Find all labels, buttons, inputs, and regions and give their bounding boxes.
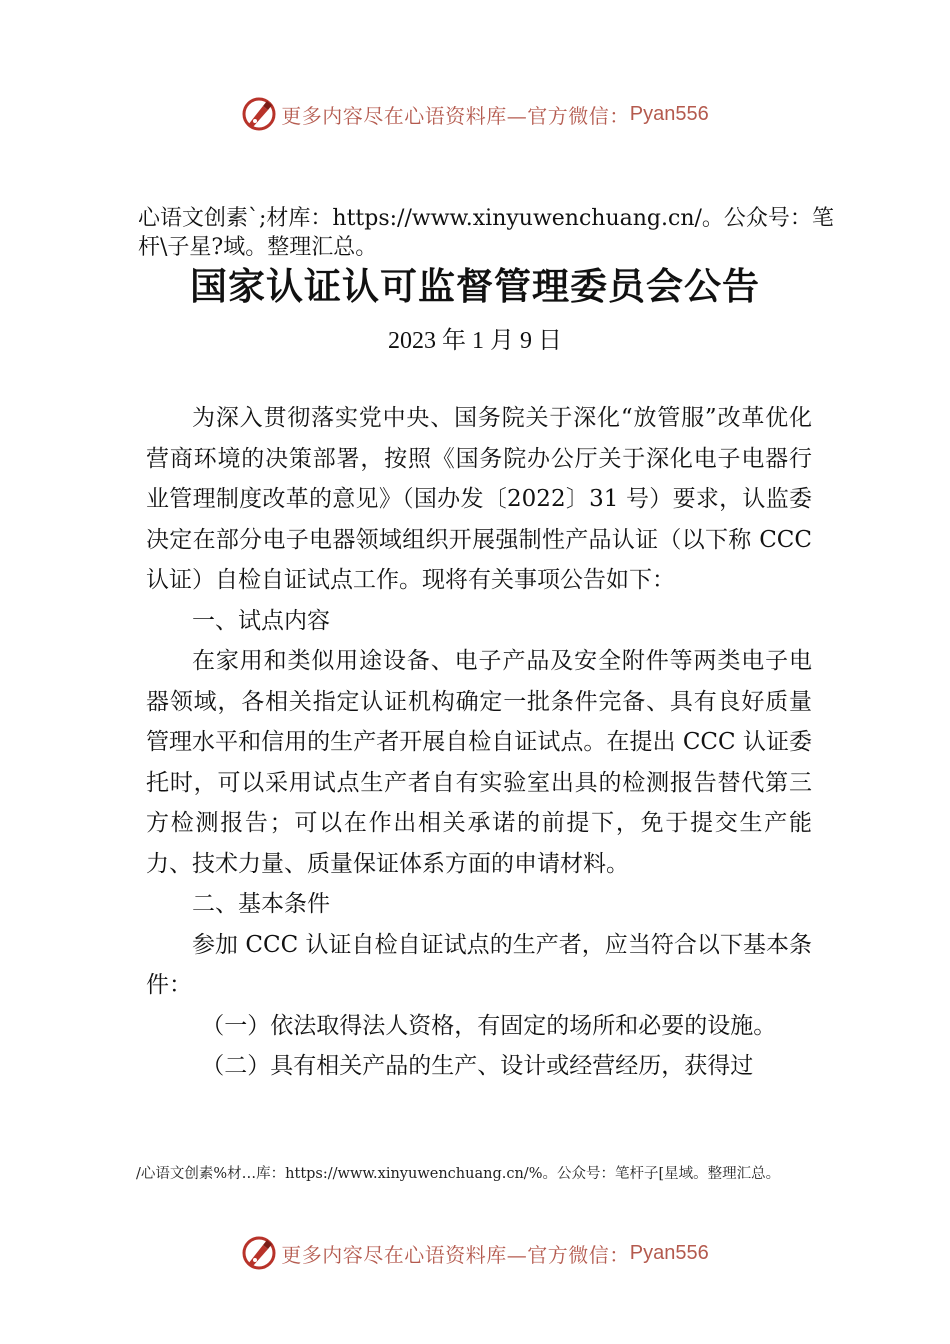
pen-nib-logo-icon [241, 1235, 277, 1271]
condition-item-2: （二）具有相关产品的生产、设计或经营经历，获得过 [201, 1053, 754, 1079]
document-body [146, 398, 812, 1087]
pilot-content-paragraph: 在家用和类似用途设备、电子产品及安全附件等两类电子电器领域，各相关指定认证机构确定一批条件完备、具有良好质量管理水平和信用的生产者开展自检自证试点。在提出 CCC 认证委托时，可以采用试点生产者自有实验室出具的检测报告替代第三方检测报告；可以在作出相关承诺的前提下，免于提交生产能力、技术力量、质量保证体系方面的申请材料。 [146, 648, 812, 877]
section-heading-basic-conditions: 二、基本条件 [192, 891, 330, 917]
header-banner [0, 94, 950, 134]
condition-item-1: （一）依法取得法人资格，有固定的场所和必要的设施。 [201, 1012, 777, 1039]
document-title: 国家认证认可监督管理委员会公告 [190, 264, 760, 308]
header-source-note: 心语文创素`;材库：https://www.xinyuwenchuang.cn/。公众号：笔杆\子星?域。整理汇总。 [138, 206, 834, 260]
document-date: 2023 年 1 月 9 日 [388, 328, 562, 354]
intro-paragraph: 为深入贯彻落实党中央、国务院关于深化“放管服”改革优化营商环境的决策部署，按照《国务院办公厅关于深化电子电器行业管理制度改革的意见》（国办发〔2022〕31 号）要求，认监委决定在部分电子电器领域组织开展强制性产品认证（以下称 CCC 认证）自检自证试点工作。现将有关事项公告如下： [146, 405, 812, 593]
banner-wechat-id: Pyan556 [629, 102, 709, 125]
pen-nib-logo-icon [241, 96, 277, 132]
banner-wechat-id: Pyan556 [629, 1241, 709, 1264]
footer-source-note: /心语文创素%材…库：https://www.xinyuwenchuang.cn/%。公众号：笔杆子[星域。整理汇总。 [136, 1166, 781, 1182]
banner-text: 更多内容尽在心语资料库—官方微信： [281, 103, 630, 128]
section-heading-pilot-content: 一、试点内容 [192, 607, 330, 634]
basic-conditions-paragraph: 参加 CCC 认证自检自证试点的生产者，应当符合以下基本条件： [146, 931, 812, 998]
banner-text: 更多内容尽在心语资料库—官方微信： [281, 1242, 630, 1267]
footer-banner [0, 1233, 950, 1273]
